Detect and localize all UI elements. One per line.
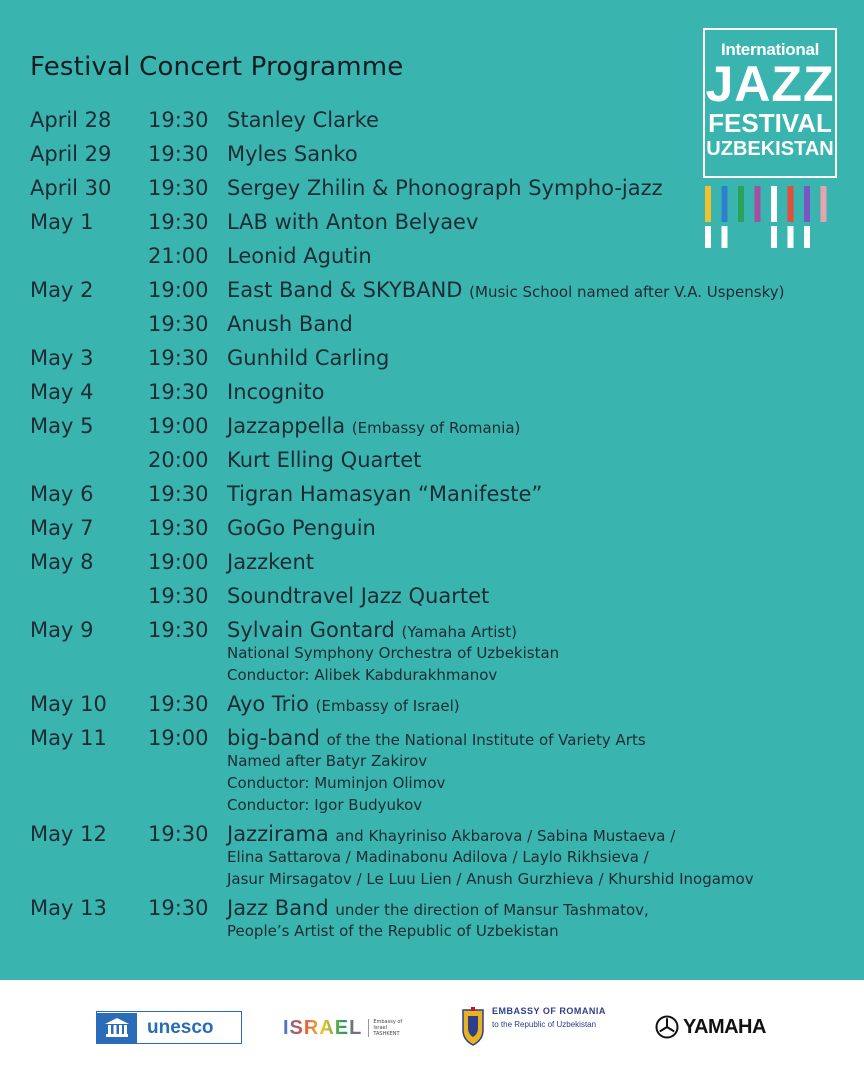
row-time: 19:30 [148, 516, 209, 540]
performer-note: (Embassy of Romania) [351, 419, 521, 437]
schedule-row [30, 726, 830, 822]
row-time: 19:30 [148, 692, 209, 716]
performer-name: Gunhild Carling [227, 346, 390, 370]
logo-line-2: JAZZ [705, 56, 835, 112]
performer-name: Ayo Trio [227, 692, 309, 716]
performer-note: (Music School named after V.A. Uspensky) [469, 283, 785, 301]
row-time: 19:00 [148, 278, 209, 302]
performer-name: East Band & SKYBAND [227, 278, 463, 302]
performer-name: Sergey Zhilin & Phonograph Sympho-jazz [227, 176, 663, 200]
row-date: May 2 [30, 278, 94, 302]
row-date: May 12 [30, 822, 107, 846]
performer-note: of the the National Institute of Variety Arts [326, 731, 646, 749]
israel-wordmark: ISRAEL [283, 1016, 363, 1039]
romania-embassy-logo [460, 1006, 630, 1048]
row-performer [227, 482, 830, 506]
row-time: 19:30 [148, 346, 209, 370]
schedule-row [30, 896, 830, 948]
row-performer [227, 726, 830, 816]
row-date: May 1 [30, 210, 94, 234]
row-date: May 9 [30, 618, 94, 642]
unesco-logo [96, 1011, 242, 1044]
schedule-row [30, 822, 830, 896]
performer-detail: Jasur Mirsagatov / Le Luu Lien / Anush Gurzhieva / Khurshid Inogamov [227, 870, 754, 888]
israel-embassy-logo [283, 1016, 423, 1040]
israel-embassy-caption: Embassy of Israel TASHKENT [368, 1019, 413, 1037]
row-performer [227, 210, 830, 234]
performer-name: Leonid Agutin [227, 244, 372, 268]
row-performer [227, 380, 830, 404]
row-performer [227, 822, 830, 890]
row-performer [227, 312, 830, 336]
performer-detail: People’s Artist of the Republic of Uzbekistan [227, 922, 559, 940]
performer-detail: Conductor: Igor Budyukov [227, 796, 423, 814]
performer-name: Myles Sanko [227, 142, 358, 166]
schedule-row [30, 176, 830, 210]
row-performer [227, 278, 830, 302]
performer-name: Jazzappella [227, 414, 346, 438]
schedule-row [30, 312, 830, 346]
row-time: 19:00 [148, 414, 209, 438]
page-title: Festival Concert Programme [30, 52, 404, 82]
row-time: 19:00 [148, 726, 209, 750]
row-time: 19:30 [148, 482, 209, 506]
performer-note: (Yamaha Artist) [401, 623, 517, 641]
row-time: 19:30 [148, 380, 209, 404]
row-date: May 6 [30, 482, 94, 506]
schedule-row [30, 618, 830, 692]
performer-note: under the direction of Mansur Tashmatov, [335, 901, 649, 919]
performer-name: Jazz Band [227, 896, 329, 920]
row-performer [227, 176, 830, 200]
schedule-row [30, 210, 830, 244]
row-performer [227, 142, 830, 166]
row-date: May 4 [30, 380, 94, 404]
schedule-row [30, 550, 830, 584]
yamaha-tuning-forks-icon [655, 1015, 679, 1039]
row-date: May 8 [30, 550, 94, 574]
row-date: May 5 [30, 414, 94, 438]
schedule-row [30, 584, 830, 618]
row-performer [227, 692, 830, 716]
row-performer [227, 414, 830, 438]
performer-name: Kurt Elling Quartet [227, 448, 422, 472]
performer-note: (Embassy of Israel) [315, 697, 460, 715]
row-performer [227, 618, 830, 686]
row-performer [227, 896, 830, 942]
row-date: May 7 [30, 516, 94, 540]
performer-name: Tigran Hamasyan “Manifeste” [227, 482, 543, 506]
logo-line-1: International [720, 40, 820, 59]
row-date: April 30 [30, 176, 112, 200]
romania-line-1: EMBASSY OF ROMANIA [492, 1006, 606, 1016]
schedule-row [30, 414, 830, 448]
schedule-row [30, 244, 830, 278]
row-time: 19:30 [148, 584, 209, 608]
performer-name: Anush Band [227, 312, 353, 336]
row-time: 19:30 [148, 618, 209, 642]
performer-name: Stanley Clarke [227, 108, 379, 132]
performer-detail: Conductor: Muminjon Olimov [227, 774, 446, 792]
performer-name: Incognito [227, 380, 325, 404]
performer-name: big-band [227, 726, 320, 750]
schedule-row [30, 448, 830, 482]
performer-name: LAB with Anton Belyaev [227, 210, 479, 234]
performer-note: and Khayriniso Akbarova / Sabina Mustaeva / [335, 827, 676, 845]
row-time: 19:30 [148, 822, 209, 846]
performer-detail: Elina Sattarova / Madinabonu Adilova / Laylo Rikhsieva / [227, 848, 649, 866]
row-performer [227, 550, 830, 574]
schedule-row [30, 516, 830, 550]
row-time: 20:00 [148, 448, 209, 472]
row-time: 21:00 [148, 244, 209, 268]
row-time: 19:30 [148, 312, 209, 336]
schedule-row [30, 108, 830, 142]
row-date: May 11 [30, 726, 107, 750]
performer-name: Sylvain Gontard [227, 618, 395, 642]
logo-line-4: UZBEKISTAN [706, 138, 834, 160]
row-performer [227, 346, 830, 370]
row-date: May 13 [30, 896, 107, 920]
performer-name: Jazzkent [227, 550, 314, 574]
performer-name: GoGo Penguin [227, 516, 376, 540]
unesco-temple-icon [97, 1013, 137, 1043]
row-date: April 29 [30, 142, 112, 166]
performer-name: Jazzirama [227, 822, 329, 846]
schedule-row [30, 346, 830, 380]
row-date: April 28 [30, 108, 112, 132]
row-date: May 3 [30, 346, 94, 370]
row-time: 19:00 [148, 550, 209, 574]
row-time: 19:30 [148, 142, 209, 166]
row-performer [227, 448, 830, 472]
row-performer [227, 584, 830, 608]
schedule-row [30, 142, 830, 176]
schedule-row [30, 482, 830, 516]
row-time: 19:30 [148, 210, 209, 234]
romania-crest-icon [460, 1006, 486, 1046]
unesco-wordmark: unesco [147, 1016, 214, 1038]
performer-detail: National Symphony Orchestra of Uzbekistan [227, 644, 560, 662]
romania-line-2: to the Republic of Uzbekistan [492, 1020, 597, 1029]
row-date: May 10 [30, 692, 107, 716]
schedule-row [30, 692, 830, 726]
performer-name: Soundtravel Jazz Quartet [227, 584, 490, 608]
logo-line-3: FESTIVAL [708, 108, 832, 138]
schedule-row [30, 278, 830, 312]
yamaha-wordmark: YAMAHA [683, 1015, 766, 1038]
performer-detail: Conductor: Alibek Kabdurakhmanov [227, 666, 498, 684]
yamaha-logo [655, 1015, 766, 1039]
performer-detail: Named after Batyr Zakirov [227, 752, 428, 770]
schedule-row [30, 380, 830, 414]
row-performer [227, 244, 830, 268]
row-time: 19:30 [148, 896, 209, 920]
row-performer [227, 108, 830, 132]
row-time: 19:30 [148, 176, 209, 200]
row-performer [227, 516, 830, 540]
schedule-list [30, 108, 830, 948]
row-time: 19:30 [148, 108, 209, 132]
